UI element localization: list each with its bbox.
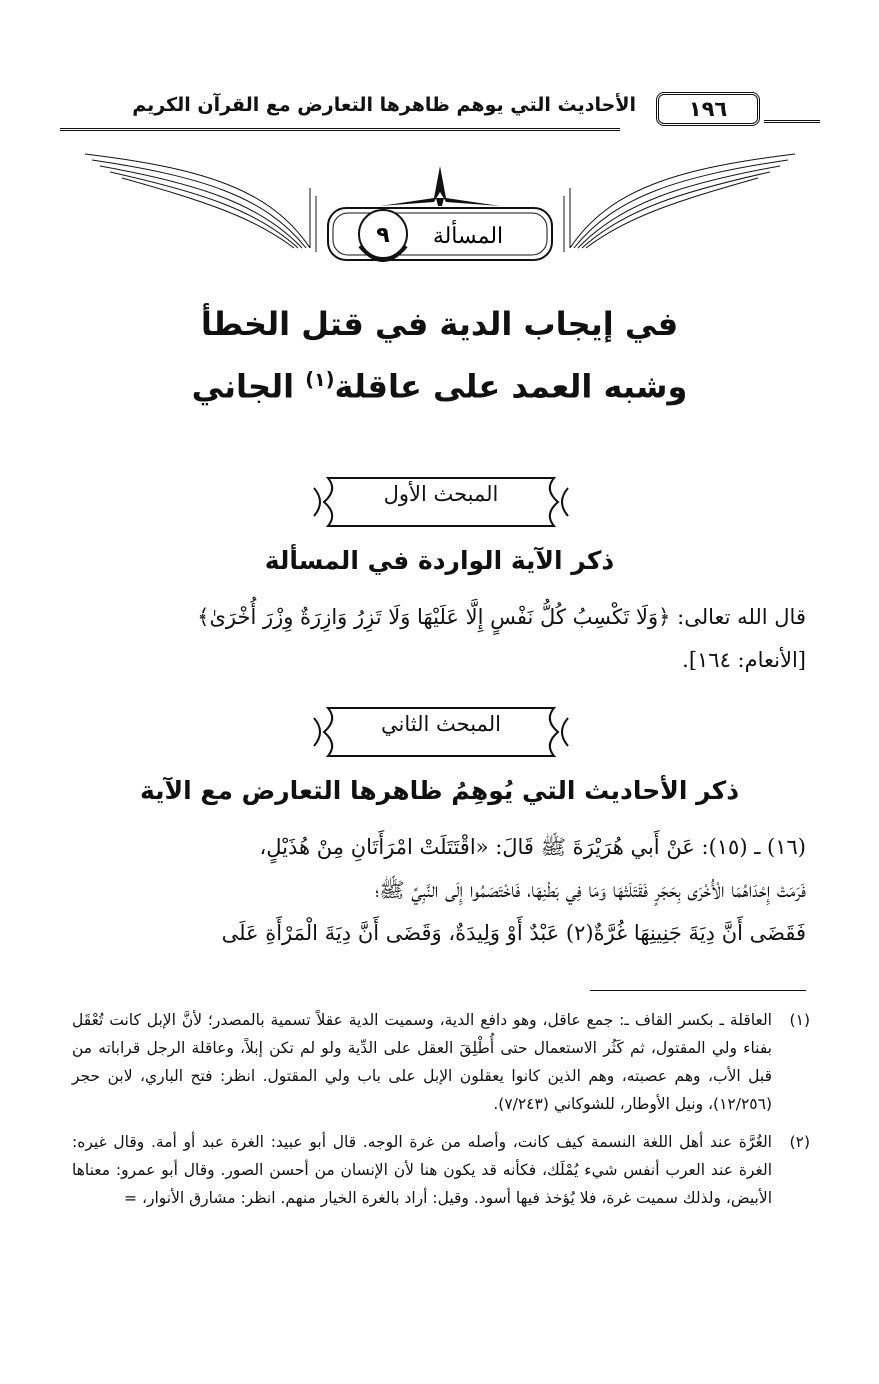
section2-box xyxy=(308,702,574,762)
verse-line: قال الله تعالى: ﴿وَلَا تَكْسِبُ كُلُّ نَفْسٍ إِلَّا عَلَيْهَا وَلَا تَزِرُ وَازِرَةٌ وِزْرَ أُخْرَىٰ﴾ xyxy=(197,605,806,629)
footnote-number: (٢) xyxy=(789,1133,810,1151)
header-rule-end xyxy=(764,120,820,123)
section1-heading: ذكر الآية الواردة في المسألة xyxy=(264,546,615,575)
hadith-line: فَرَمَتْ إِحْدَاهُمَا الْأُخْرَى بِحَجَرٍ فَقَتَلَتْهَا وَمَا فِي بَطْنِهَا، فَاخْتَصَمُوا إِلَى النَّبِيِّ ﷺ؛ xyxy=(374,878,806,902)
page-title-line2 xyxy=(0,352,879,415)
footnote-text: العاقلة ـ بكسر القاف ـ: جمع عاقل، وهو دافع الدية، وسميت الدية عقلاً تسمية بالمصدر؛ لأنَّ الإبل كانت تُعْقَل بفناء ولي المقتول، ثم كَثُر الاستعمال حتى أُطْلِقَ العقل على الدِّية ولو لم تكن إبلاً، وعاقلة الرجل قراباته من قبل الأب، وهم عصبته، وهم الذين كانوا يعقلون الإبل على باب ولي المقتول. انظر: فتح الباري، لابن حجر (١٢/٢٥٦)، ونيل الأوطار، للشوكاني (٧/٢٤٣). xyxy=(72,1011,772,1113)
footnote-text: الغُرَّة عند أهل اللغة النسمة كيف كانت، وأصله من غرة الوجه. قال أبو عبيد: الغرة عبد أو أمة. وقال غيره: الغرة عند العرب أنفس شيء يُمْلَك، فكأنه قد يكون هنا لأن الإنسان من أحسن الصور. وقال أبو عمرو: معناها الأبيض، ولذلك سميت غرة، فلا يُؤخذ فيها أسود. وقيل: أراد بالغرة الخيار منهم. انظر: مشارق الأنوار، = xyxy=(72,1133,772,1207)
footnote-ref-1: (١) xyxy=(305,368,335,391)
title-line2-part1: وشبه العمد على عاقلة xyxy=(334,367,688,406)
page-header xyxy=(60,92,820,134)
running-title: الأحاديث التي يوهم ظاهرها التعارض مع القرآن الكريم xyxy=(132,94,636,116)
section2-label: المبحث الثاني xyxy=(381,712,501,736)
footnote-rule xyxy=(590,990,806,991)
masala-number: ٩ xyxy=(376,223,390,248)
header-rule xyxy=(60,128,620,131)
hadith-line: (١٦) ـ (١٥): عَنْ أَبي هُرَيْرَةَ ﷺ قَالَ: «اقْتَتَلَتْ امْرَأَتَانِ مِنْ هُذَيْلٍ، xyxy=(259,835,806,859)
hadith-text xyxy=(74,826,806,955)
hadith-line: فَقَضَى أَنَّ دِيَةَ جَنِينِهَا غُرَّةٌ(٢) عَبْدٌ أَوْ وَلِيدَةٌ، وَقَضَى أَنَّ دِيَةَ الْمَرْأَةِ عَلَى xyxy=(221,921,806,945)
page-title-line1: في إيجاب الدية في قتل الخطأ xyxy=(200,305,679,343)
section2-heading: ذكر الأحاديث التي يُوهِمُ ظاهرها التعارض مع الآية xyxy=(139,776,740,805)
page-number: ١٩٦ xyxy=(656,92,760,126)
verse-reference: [الأنعام: ١٦٤]. xyxy=(682,648,806,672)
footnotes xyxy=(72,1006,810,1222)
title-line2-part2: الجاني xyxy=(191,367,295,406)
footnote-item xyxy=(72,1006,810,1118)
chapter-ornament xyxy=(80,148,800,278)
masala-label: المسألة xyxy=(432,224,504,249)
section1-verse xyxy=(74,596,806,682)
section1-box xyxy=(308,472,574,532)
footnote-item xyxy=(72,1128,810,1212)
footnote-number: (١) xyxy=(789,1011,810,1029)
section1-label: المبحث الأول xyxy=(383,482,499,506)
